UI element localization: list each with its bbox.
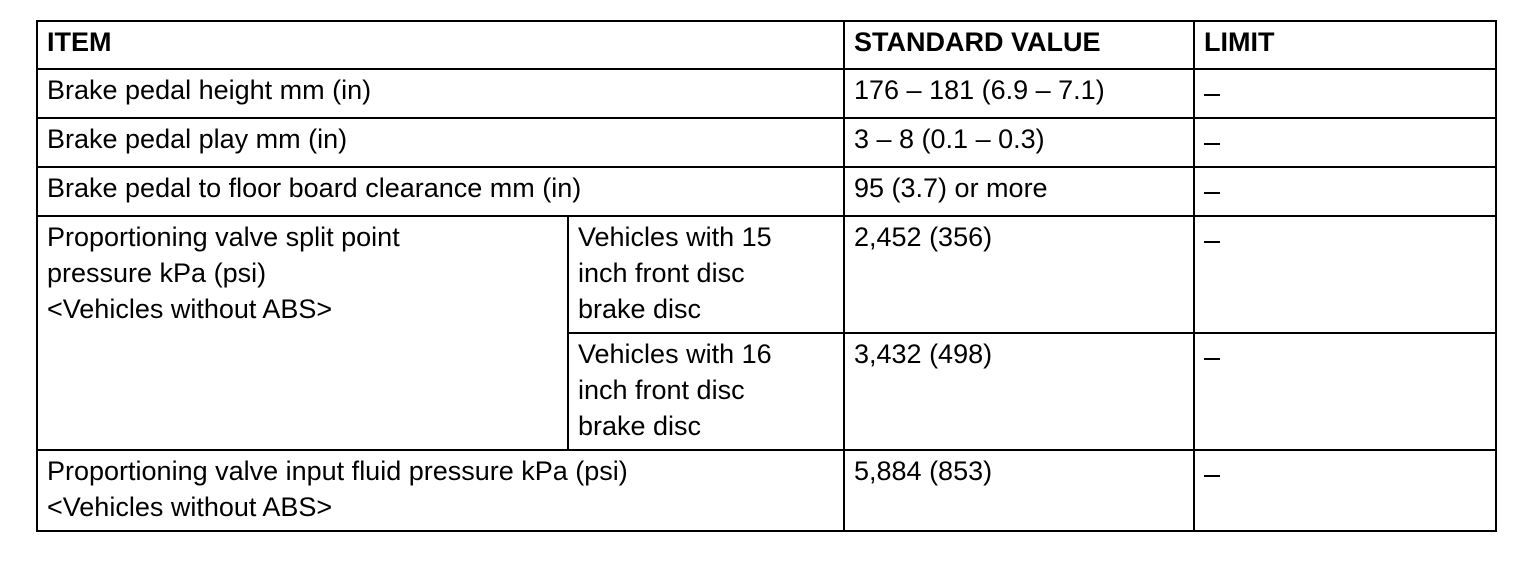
dash-mark	[1204, 192, 1220, 194]
table-row	[37, 216, 1496, 333]
table-row	[37, 450, 1496, 531]
standard-value-cell: 2,452 (356)	[844, 216, 1194, 333]
standard-value-cell: 5,884 (853)	[844, 450, 1194, 531]
item-cell: Proportioning valve split point pressure kPa (psi) <Vehicles without ABS>	[37, 216, 568, 450]
brake-specification-table	[36, 20, 1497, 532]
condition-cell: Vehicles with 16 inch front disc brake disc	[568, 333, 844, 450]
table-row	[37, 167, 1496, 216]
standard-value-cell: 3 – 8 (0.1 – 0.3)	[844, 118, 1194, 167]
item-cell: Brake pedal height mm (in)	[37, 69, 844, 118]
limit-cell	[1194, 167, 1496, 216]
limit-cell	[1194, 450, 1496, 531]
dash-mark	[1204, 475, 1220, 477]
standard-value-cell: 176 – 181 (6.9 – 7.1)	[844, 69, 1194, 118]
limit-cell	[1194, 118, 1496, 167]
standard-value-cell: 3,432 (498)	[844, 333, 1194, 450]
item-cell: Brake pedal play mm (in)	[37, 118, 844, 167]
limit-cell	[1194, 69, 1496, 118]
header-limit: LIMIT	[1194, 21, 1496, 69]
dash-mark	[1204, 94, 1220, 96]
standard-value-cell: 95 (3.7) or more	[844, 167, 1194, 216]
condition-cell: Vehicles with 15 inch front disc brake disc	[568, 216, 844, 333]
limit-cell	[1194, 216, 1496, 333]
table-row	[37, 118, 1496, 167]
limit-cell	[1194, 333, 1496, 450]
table-header-row	[37, 21, 1496, 69]
dash-mark	[1204, 143, 1220, 145]
dash-mark	[1204, 241, 1220, 243]
dash-mark	[1204, 358, 1220, 360]
table-row	[37, 69, 1496, 118]
item-cell: Proportioning valve input fluid pressure kPa (psi) <Vehicles without ABS>	[37, 450, 844, 531]
header-standard-value: STANDARD VALUE	[844, 21, 1194, 69]
header-item: ITEM	[37, 21, 844, 69]
item-cell: Brake pedal to floor board clearance mm (in)	[37, 167, 844, 216]
